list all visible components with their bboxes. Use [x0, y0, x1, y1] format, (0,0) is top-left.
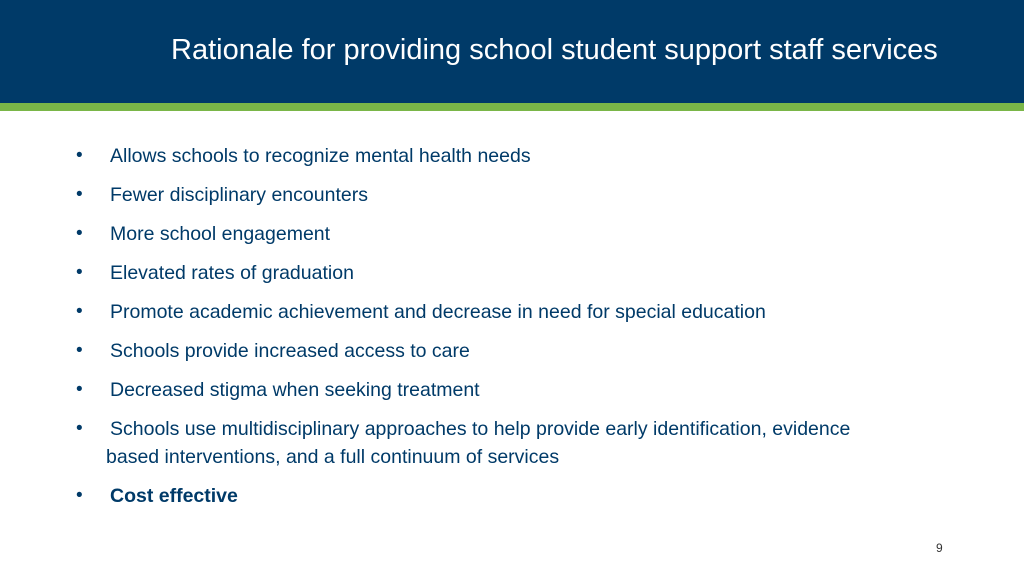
bullet-text: More school engagement	[110, 223, 331, 245]
bullet-item	[76, 181, 976, 209]
bullet-item	[76, 298, 976, 326]
bullet-item	[76, 376, 976, 404]
bullet-item-multiline	[76, 415, 976, 471]
bullet-item	[76, 220, 976, 248]
page-number: 9	[936, 541, 943, 555]
accent-stripe	[0, 103, 1024, 111]
bullet-dot-icon: •	[76, 340, 83, 361]
bullet-text: Promote academic achievement and decrease in need for special education	[110, 301, 766, 323]
bullet-dot-icon: •	[76, 184, 83, 205]
bullet-dot-icon: •	[76, 301, 83, 322]
slide-title: Rationale for providing school student support staff services	[171, 34, 938, 66]
bullet-text: Elevated rates of graduation	[110, 262, 354, 284]
bullet-text: Allows schools to recognize mental health needs	[110, 145, 531, 167]
bullet-item-cost-effective	[76, 482, 976, 510]
bullet-item	[76, 259, 976, 287]
bullet-list	[76, 142, 976, 521]
bullet-text-line2: based interventions, and a full continuum of services	[106, 446, 560, 468]
bullet-text-line1: Schools use multidisciplinary approaches to help provide early identification, evidence	[110, 418, 851, 440]
bullet-item	[76, 337, 976, 365]
bullet-text: Schools provide increased access to care	[110, 340, 470, 362]
bullet-text: Decreased stigma when seeking treatment	[110, 379, 480, 401]
bullet-dot-icon: •	[76, 485, 83, 506]
bullet-text: Cost effective	[110, 485, 238, 507]
bullet-dot-icon: •	[76, 379, 83, 400]
bullet-dot-icon: •	[76, 418, 83, 439]
bullet-dot-icon: •	[76, 223, 83, 244]
bullet-item	[76, 142, 976, 170]
header-bar	[0, 0, 1024, 103]
bullet-text: Fewer disciplinary encounters	[110, 184, 368, 206]
bullet-dot-icon: •	[76, 262, 83, 283]
bullet-text	[106, 415, 976, 471]
bullet-dot-icon: •	[76, 145, 83, 166]
